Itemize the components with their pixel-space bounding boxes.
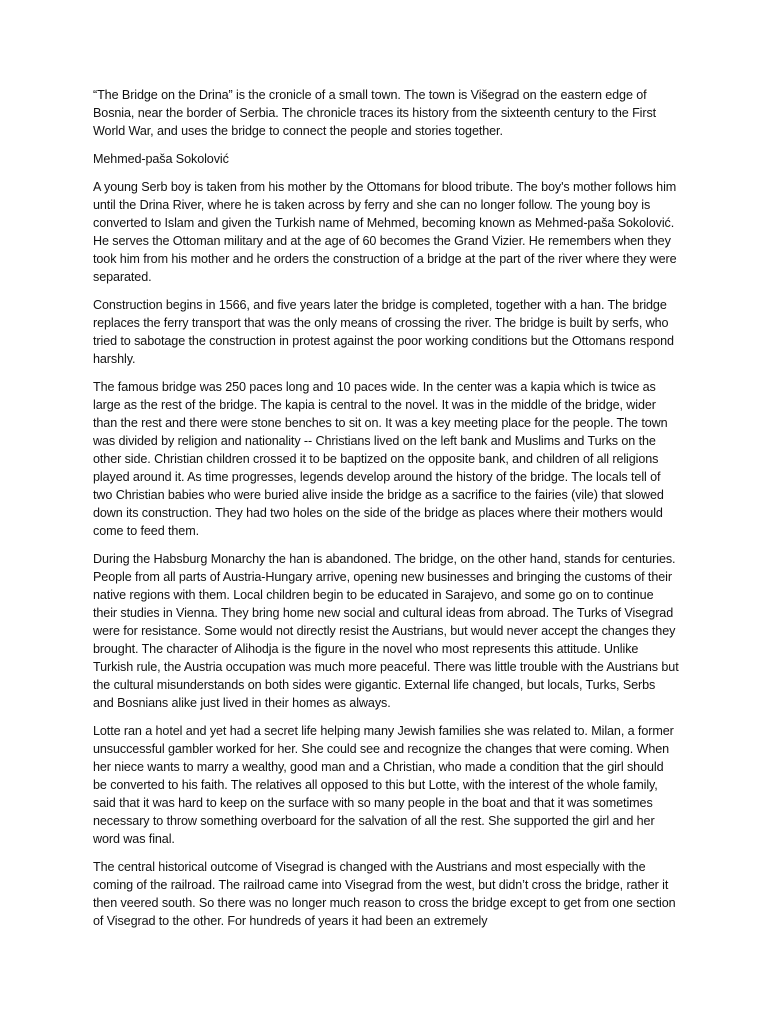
paragraph-habsburg: During the Habsburg Monarchy the han is abandoned. The bridge, on the other hand, stands for centuries. People from all parts of Austria-Hungary arrive, opening new businesses and bringing the customs of their native regions with them. Local children begin to be educated in Sarajevo, and some go on to continue their studies in Vienna. They bring home new social and cultural ideas from abroad. The Turks of Visegrad were for resistance. Some would not directly resist the Austrians, but would never accept the changes they brought. The character of Alihodja is the figure in the novel who most represents this attitude. Unlike Turkish rule, the Austria occupation was much more peaceful. There was little trouble with the Austrians but the cultural misunderstands on both sides were gigantic. External life changed, but locals, Turks, Serbs and Bosnians alike just lived in their homes as always. [93, 552, 679, 710]
document-page [93, 86, 679, 940]
section-heading: Mehmed-paša Sokolović [93, 152, 229, 166]
paragraph-kapia: The famous bridge was 250 paces long and 10 paces wide. In the center was a kapia which is twice as large as the rest of the bridge. The kapia is central to the novel. It was in the middle of the bridge, wider than the rest and there were stone benches to sit on. It was a key meeting place for the people. The town was divided by religion and nationality -- Christians lived on the left bank and Muslims and Turks on the other side. Christian children crossed it to be baptized on the opposite bank, and children of all religions played around it. As time progresses, legends develop around the history of the bridge. The locals tell of two Christian babies who were buried alive inside the bridge as a sacrifice to the fairies (vile) that slowed down its construction. They had two holes on the side of the bridge as places where their mothers would come to feed them. [93, 380, 668, 538]
intro-paragraph: “The Bridge on the Drina” is the cronicle of a small town. The town is Višegrad on the eastern edge of Bosnia, near the border of Serbia. The chronicle traces its history from the sixteenth century to the First World War, and uses the bridge to connect the people and stories together. [93, 88, 657, 138]
paragraph-lotte: Lotte ran a hotel and yet had a secret life helping many Jewish families she was related to. Milan, a former unsuccessful gambler worked for her. She could see and recognize the changes that were coming. When her niece wants to marry a wealthy, good man and a Christian, who made a condition that the girl should be converted to his faith. The relatives all opposed to this but Lotte, with the interest of the whole family, said that it was hard to keep on the surface with so many people in the boat and that it was sometimes necessary to throw something overboard for the salvation of all the rest. She supported the girl and her word was final. [93, 724, 674, 846]
paragraph-construction: Construction begins in 1566, and five years later the bridge is completed, together with a han. The bridge replaces the ferry transport that was the only means of crossing the river. The bridge is built by serfs, who tried to sabotage the construction in protest against the poor working conditions but the Ottomans respond harshly. [93, 298, 674, 366]
paragraph-railroad: The central historical outcome of Visegrad is changed with the Austrians and most especially with the coming of the railroad. The railroad came into Visegrad from the west, but didn’t cross the bridge, rather it then veered south. So there was no longer much reason to cross the bridge except to get from one section of Visegrad to the other. For hundreds of years it had been an extremely [93, 860, 676, 928]
paragraph-blood-tribute: A young Serb boy is taken from his mother by the Ottomans for blood tribute. The boy's mother follows him until the Drina River, where he is taken across by ferry and she can no longer follow. The young boy is converted to Islam and given the Turkish name of Mehmed, becoming known as Mehmed-paša Sokolović. He serves the Ottoman military and at the age of 60 becomes the Grand Vizier. He remembers when they took him from his mother and he orders the construction of a bridge at the part of the river where they were separated. [93, 180, 677, 284]
